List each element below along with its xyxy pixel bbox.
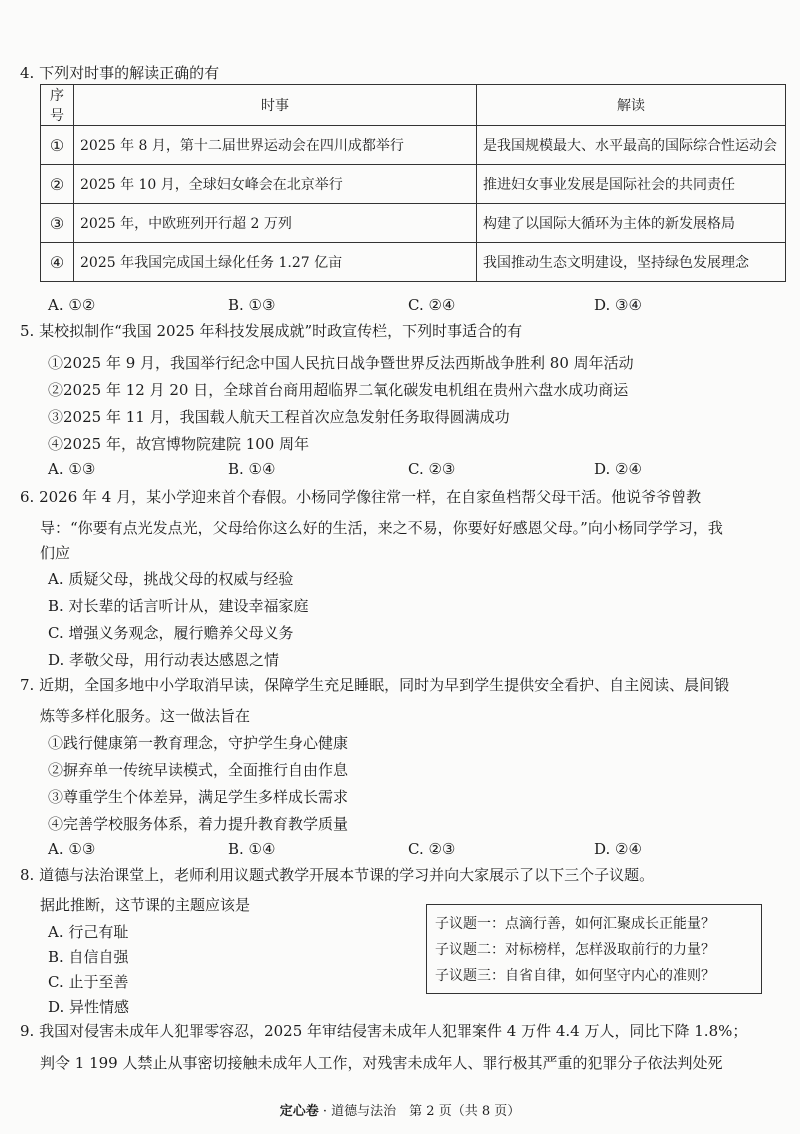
row-number: ③	[41, 204, 74, 243]
q7-item: ③尊重学生个体差异，满足学生多样成长需求	[48, 788, 349, 806]
table-row	[41, 126, 786, 165]
q9-stem-line: 判令 1 199 人禁止从事密切接触未成年人工作，对残害未成年人、罪行极其严重的犯罪分子依法判处死	[40, 1054, 723, 1072]
q4-stem: 4. 下列对时事的解读正确的有	[20, 64, 220, 82]
table-header-row	[41, 85, 786, 126]
q5-item: ①2025 年 9 月，我国举行纪念中国人民抗日战争暨世界反法西斯战争胜利 80 周年活动	[48, 354, 634, 372]
row-event: 2025 年，中欧班列开行超 2 万列	[74, 204, 477, 243]
table-row	[41, 243, 786, 282]
q5-item: ④2025 年，故宫博物院建院 100 周年	[48, 435, 310, 453]
footer-text: · 道德与法治 第 2 页（共 8 页）	[318, 1104, 521, 1119]
option-c[interactable]: C. 增强义务观念，履行赡养父母义务	[48, 624, 294, 642]
footer-brand: 定心卷	[279, 1104, 319, 1119]
row-number: ④	[41, 243, 74, 282]
q5-item: ③2025 年 11 月，我国载人航天工程首次应急发射任务取得圆满成功	[48, 408, 510, 426]
row-reading: 我国推动生态文明建设，坚持绿色发展理念	[477, 243, 786, 282]
option-d[interactable]: D. 孝敬父母，用行动表达感恩之情	[48, 651, 280, 669]
option-a[interactable]: A. ①③	[48, 840, 96, 858]
row-reading: 构建了以国际大循环为主体的新发展格局	[477, 204, 786, 243]
table-header: 解读	[477, 85, 786, 126]
option-c[interactable]: C. ②④	[408, 296, 456, 314]
option-d[interactable]: D. ③④	[594, 296, 642, 314]
row-reading: 推进妇女事业发展是国际社会的共同责任	[477, 165, 786, 204]
option-b[interactable]: B. ①④	[228, 840, 276, 858]
row-event: 2025 年 10 月，全球妇女峰会在北京举行	[74, 165, 477, 204]
row-number: ②	[41, 165, 74, 204]
option-a[interactable]: A. 行己有耻	[48, 923, 129, 941]
q7-stem-line: 7. 近期，全国多地中小学取消早读，保障学生充足睡眠，同时为早到学生提供安全看护、自主阅读、晨间锻	[20, 676, 730, 694]
q6-stem-line: 导：“你要有点光发点光，父母给你这么好的生活，来之不易，你要好好感恩父母。”向小杨同学学习，我	[40, 519, 723, 537]
q4-table	[40, 84, 786, 282]
q7-item: ①践行健康第一教育理念，守护学生身心健康	[48, 734, 349, 752]
row-reading: 是我国规模最大、水平最高的国际综合性运动会	[477, 126, 786, 165]
sub-topic-box	[426, 904, 762, 994]
option-b[interactable]: B. ①④	[228, 460, 276, 478]
option-a[interactable]: A. ①③	[48, 460, 96, 478]
option-b[interactable]: B. 对长辈的话言听计从，建设幸福家庭	[48, 597, 309, 615]
row-event: 2025 年我国完成国土绿化任务 1.27 亿亩	[74, 243, 477, 282]
q7-item: ②摒弃单一传统早读模式，全面推行自由作息	[48, 761, 349, 779]
option-b[interactable]: B. 自信自强	[48, 948, 129, 966]
table-header: 序号	[41, 85, 74, 126]
table-row	[41, 204, 786, 243]
option-c[interactable]: C. ②③	[408, 460, 456, 478]
table-row	[41, 165, 786, 204]
option-c[interactable]: C. ②③	[408, 840, 456, 858]
q6-stem-line: 们应	[40, 544, 71, 562]
row-event: 2025 年 8 月，第十二届世界运动会在四川成都举行	[74, 126, 477, 165]
sub-topic: 子议题二：对标榜样，怎样汲取前行的力量？	[435, 942, 715, 958]
q7-stem-line: 炼等多样化服务。这一做法旨在	[40, 707, 251, 725]
sub-topic: 子议题一：点滴行善，如何汇聚成长正能量？	[435, 916, 715, 932]
sub-topic: 子议题三：自省自律，如何坚守内心的准则？	[435, 968, 715, 984]
option-d[interactable]: D. ②④	[594, 840, 642, 858]
page-footer	[0, 1100, 800, 1119]
q9-stem-line: 9. 我国对侵害未成年人犯罪零容忍，2025 年审结侵害未成年人犯罪案件 4 万件 4.4 万人，同比下降 1.8%；	[20, 1022, 748, 1040]
q5-item: ②2025 年 12 月 20 日，全球首台商用超临界二氧化碳发电机组在贵州六盘水成功商运	[48, 381, 629, 399]
q6-stem-line: 6. 2026 年 4 月，某小学迎来首个春假。小杨同学像往常一样，在自家鱼档帮父母干活。他说爷爷曾教	[20, 488, 702, 506]
q7-item: ④完善学校服务体系，着力提升教育教学质量	[48, 815, 349, 833]
q8-stem-line: 据此推断，这节课的主题应该是	[40, 896, 251, 914]
option-b[interactable]: B. ①③	[228, 296, 276, 314]
row-number: ①	[41, 126, 74, 165]
q5-stem: 5. 某校拟制作“我国 2025 年科技发展成就”时政宣传栏，下列时事适合的有	[20, 322, 523, 340]
option-d[interactable]: D. 异性情感	[48, 998, 130, 1016]
option-a[interactable]: A. 质疑父母，挑战父母的权威与经验	[48, 570, 294, 588]
q8-stem-line: 8. 道德与法治课堂上，老师利用议题式教学开展本节课的学习并向大家展示了以下三个子议题。	[20, 866, 655, 884]
option-a[interactable]: A. ①②	[48, 296, 96, 314]
option-c[interactable]: C. 止于至善	[48, 973, 129, 991]
option-d[interactable]: D. ②④	[594, 460, 642, 478]
table-header: 时事	[74, 85, 477, 126]
